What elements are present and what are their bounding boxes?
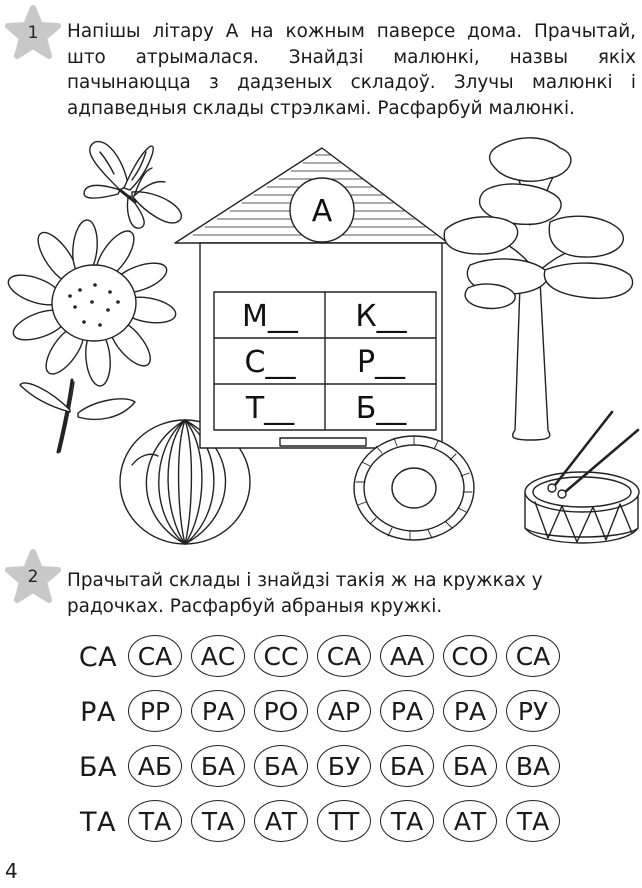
syllable-bubble[interactable]: РО xyxy=(254,690,308,732)
task-number-badge xyxy=(4,4,62,62)
syllable-bubble[interactable]: БА xyxy=(254,745,308,787)
flower-picture xyxy=(5,219,178,452)
bagel-picture xyxy=(354,436,474,540)
tree-picture xyxy=(444,138,632,440)
syllable-key: БА xyxy=(79,751,117,783)
syllable-key: СА xyxy=(78,641,118,673)
syllable-bubble[interactable]: АТ xyxy=(254,800,308,842)
house-cell: Р__ xyxy=(356,345,406,380)
syllable-row xyxy=(70,633,630,681)
house-cell: К__ xyxy=(355,299,407,334)
house-cell: Т__ xyxy=(245,391,295,426)
syllable-bubble[interactable]: СА xyxy=(128,635,182,677)
house-cell: М__ xyxy=(242,299,298,334)
syllable-row xyxy=(70,798,630,846)
house-cell: С__ xyxy=(244,345,296,380)
syllable-bubble[interactable]: РА xyxy=(443,690,497,732)
syllable-bubble[interactable]: РУ xyxy=(506,690,560,732)
syllable-bubble[interactable]: РА xyxy=(380,690,434,732)
syllable-bubble[interactable]: СА xyxy=(506,635,560,677)
syllable-bubble[interactable]: ТТ xyxy=(317,800,371,842)
syllable-bubble[interactable]: ТА xyxy=(380,800,434,842)
task-instructions: Прачытай склады і знайдзі такія ж на кружках у радочках. Расфарбуй абраныя кружкі. xyxy=(67,570,543,617)
task-number: 2 xyxy=(27,567,39,587)
house-cell: Б__ xyxy=(355,391,407,426)
syllable-bubble[interactable]: АБ xyxy=(128,745,182,787)
roof-letter: А xyxy=(311,194,333,229)
syllable-bubble[interactable]: РА xyxy=(191,690,245,732)
syllable-key: ТА xyxy=(80,806,116,838)
syllable-bubble[interactable]: БА xyxy=(443,745,497,787)
syllable-bubble[interactable]: БА xyxy=(380,745,434,787)
syllable-bubble[interactable]: СА xyxy=(317,635,371,677)
syllable-bubble[interactable]: ТА xyxy=(506,800,560,842)
syllable-bubble[interactable]: СС xyxy=(254,635,308,677)
syllable-row xyxy=(70,688,630,736)
syllable-bubble[interactable]: АА xyxy=(380,635,434,677)
syllable-bubble[interactable]: АС xyxy=(191,635,245,677)
butterfly-picture xyxy=(84,142,181,229)
syllable-key: РА xyxy=(80,696,116,728)
task-number-badge xyxy=(4,548,62,606)
syllable-bubble[interactable]: ТА xyxy=(191,800,245,842)
task1-illustration xyxy=(0,130,642,550)
syllable-bubble[interactable]: АТ xyxy=(443,800,497,842)
syllable-bubble[interactable]: АР xyxy=(317,690,371,732)
page-number: 4 xyxy=(5,859,18,883)
syllable-row xyxy=(70,743,630,791)
task-instructions: Напішы літару А на кожным паверсе дома. Прачытай, што атрымалася. Знайдзі малюнкі, назвы якіх пачынаюцца з дадзеных складоў. Злучы малюнкі і адпаведныя склады стрэлкамі. Расфарбуй малюнкі. xyxy=(67,21,636,119)
syllable-bubble[interactable]: БУ xyxy=(317,745,371,787)
syllable-bubble[interactable]: ТА xyxy=(128,800,182,842)
syllable-bubble[interactable]: РР xyxy=(128,690,182,732)
task-number: 1 xyxy=(27,23,39,43)
syllable-bubble[interactable]: БА xyxy=(191,745,245,787)
syllable-bubble[interactable]: СО xyxy=(443,635,497,677)
syllable-bubble[interactable]: ВА xyxy=(506,745,560,787)
